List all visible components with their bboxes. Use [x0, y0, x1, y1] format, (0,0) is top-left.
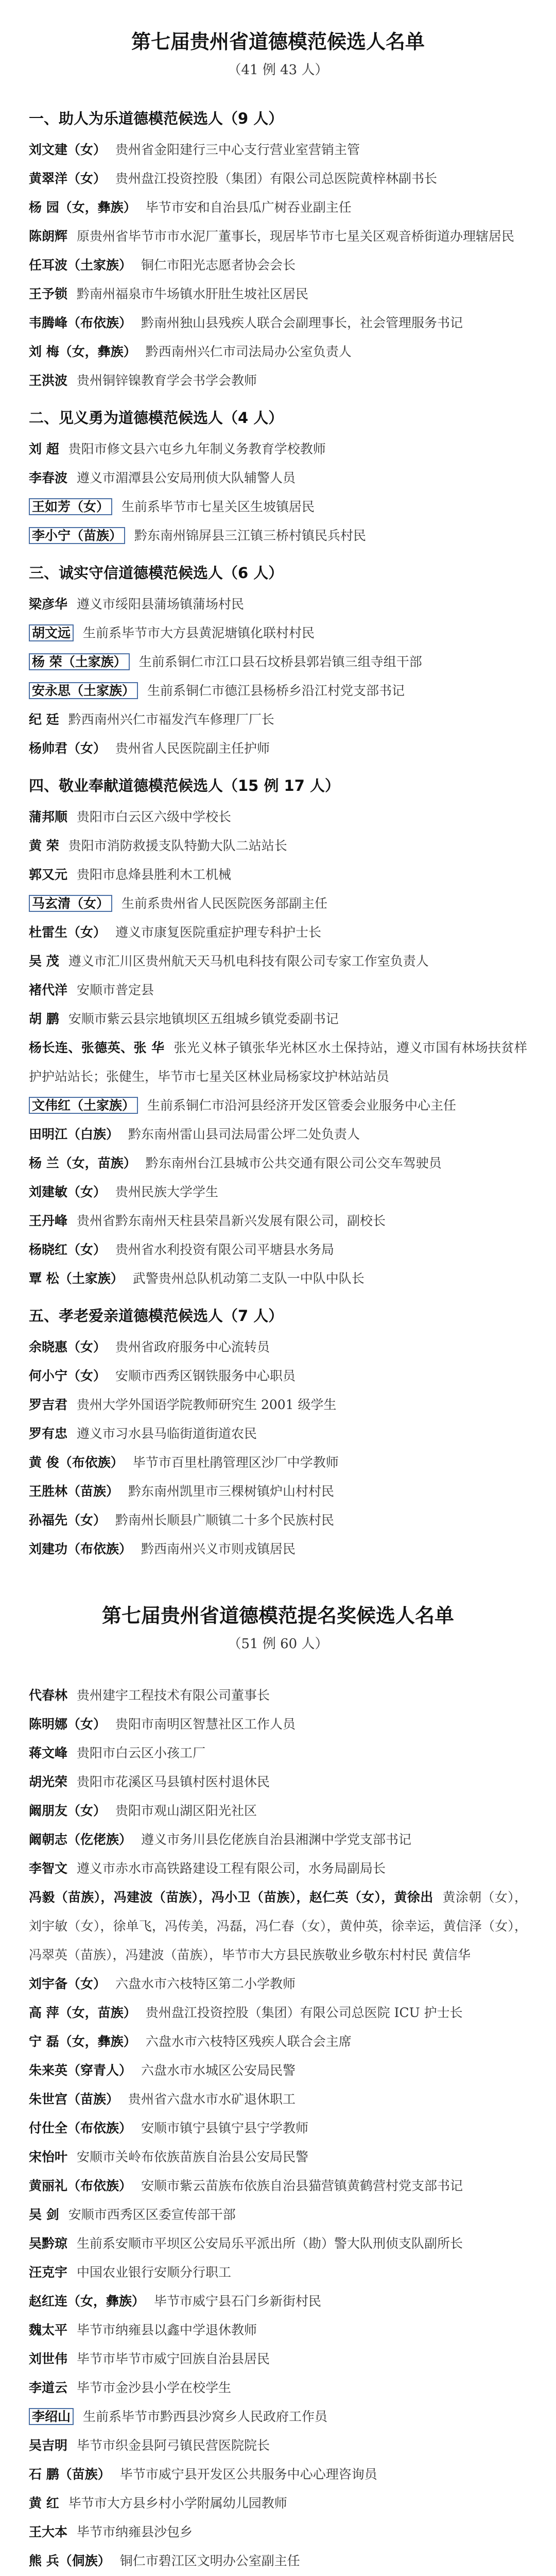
- candidate-entry: [29, 1710, 527, 1739]
- candidate-entry: [29, 521, 527, 550]
- candidate-entry: [29, 1681, 527, 1710]
- candidate-entry: [29, 705, 527, 734]
- candidate-name: 王如芳（女）: [29, 498, 112, 515]
- candidate-name: 李智文: [29, 1861, 68, 1876]
- candidate-entry: [29, 2114, 527, 2143]
- candidate-description: 六盘水市六枝特区第二小学教师: [115, 1976, 296, 1991]
- candidate-name: 阚朝志（仡佬族）: [29, 1832, 132, 1847]
- candidate-entry: [29, 2547, 527, 2575]
- candidate-entry: [29, 164, 527, 193]
- candidate-name: 刘世伟: [29, 2351, 68, 2366]
- candidate-name: 黄 红: [29, 2496, 59, 2511]
- candidate-name: 李绍山: [29, 2408, 74, 2425]
- candidate-name: 朱来英（穿青人）: [29, 2063, 132, 2078]
- candidate-description: 六盘水市水城区公安局民警: [141, 2063, 296, 2078]
- candidate-name: 蒲邦顺: [29, 809, 68, 824]
- candidate-entry: [29, 1768, 527, 1797]
- candidate-description: 贵州省黔东南州天柱县荣昌新兴发展有限公司，副校长: [77, 1213, 386, 1228]
- candidate-entry: [29, 1033, 527, 1091]
- candidate-entry: [29, 734, 527, 763]
- candidate-description: 贵州铜锌镍教育学会书学会教师: [77, 373, 257, 388]
- candidate-description: 贵阳市白云区小孩工厂: [77, 1745, 206, 1760]
- candidate-name: 石 鹏（苗族）: [29, 2467, 111, 2482]
- category-heading: 二、见义勇为道德模范候选人（4 人）: [29, 409, 284, 427]
- candidate-description: 黔东南州锦屏县三江镇三桥村镇民兵村民: [134, 528, 367, 543]
- candidate-description: 毕节市纳雍县以鑫中学退休教师: [77, 2323, 257, 2337]
- candidate-name: 黄 荣: [29, 838, 59, 853]
- document-count-1: （41 例 43 人）: [228, 62, 328, 78]
- candidate-entry: [29, 1477, 527, 1506]
- candidate-description: 生前系贵州省人民医院医务部副主任: [121, 896, 328, 911]
- candidate-description: 黔东南州雷山县司法局雷公坪二处负责人: [128, 1127, 360, 1142]
- candidate-entry: [29, 1362, 527, 1391]
- document-title-1: 第七届贵州省道德模范候选人名单: [131, 30, 425, 53]
- candidate-entry: [29, 676, 527, 705]
- candidate-description: 遵义市赤水市高铁路建设工程有限公司，水务局副局长: [77, 1861, 386, 1876]
- candidate-entry: [29, 1091, 527, 1120]
- candidate-entry: [29, 2027, 527, 2056]
- candidate-description: 贵阳市息烽县胜利木工机械: [77, 867, 232, 882]
- candidate-entry: [29, 2374, 527, 2402]
- candidate-description: 遵义市习水县马临街道街道农民: [77, 1426, 257, 1441]
- candidate-name: 安永思（土家族）: [29, 682, 138, 699]
- candidate-description: 贵州省水利投资有限公司平塘县水务局: [115, 1242, 335, 1257]
- candidate-entry: [29, 947, 527, 976]
- candidate-name: 刘建功（布依族）: [29, 1541, 132, 1556]
- candidate-name: 刘文建（女）: [29, 142, 107, 157]
- candidate-name: 蒋文峰: [29, 1745, 68, 1760]
- candidate-description: 安顺市关岭布依族苗族自治县公安局民警: [77, 2149, 309, 2164]
- candidate-entry: [29, 590, 527, 619]
- candidate-name: 任耳波（土家族）: [29, 258, 132, 273]
- candidate-entry: [29, 337, 527, 366]
- second-list: [29, 1600, 527, 2576]
- candidate-description: 贵阳市白云区六级中学校长: [77, 809, 232, 824]
- candidate-description: 毕节市大方县乡村小学附属幼儿园教师: [68, 2496, 287, 2511]
- candidate-entry: [29, 918, 527, 947]
- candidate-entry: [29, 251, 527, 280]
- candidate-entry: [29, 976, 527, 1005]
- document-title-2: 第七届贵州省道德模范提名奖候选人名单: [101, 1604, 454, 1627]
- candidate-entry: [29, 366, 527, 395]
- candidate-entry: [29, 1883, 527, 1970]
- candidate-description: 毕节市毕节市威宁回族自治县居民: [77, 2351, 270, 2366]
- category-section: [29, 562, 527, 763]
- candidate-entry: [29, 1535, 527, 1564]
- candidate-entry: [29, 2316, 527, 2345]
- candidate-description: 生前系毕节市大方县黄泥塘镇化联村村民: [83, 625, 315, 640]
- candidate-name: 王洪波: [29, 373, 68, 388]
- candidate-entry: [29, 222, 527, 251]
- candidate-description: 生前系安顺市平坝区公安局乐平派出所（勘）警大队刑侦支队副所长: [77, 2236, 463, 2251]
- candidate-name: 吴黔琼: [29, 2236, 68, 2251]
- candidate-description: 贵州大学外国语学院教师研究生 2001 级学生: [77, 1397, 337, 1412]
- candidate-entry: [29, 280, 527, 309]
- candidate-entry: [29, 1207, 527, 1235]
- candidate-name: 付仕全（布依族）: [29, 2121, 132, 2136]
- candidate-description: 毕节市威宁县开发区公共服务中心心理咨询员: [119, 2467, 377, 2482]
- candidate-entry: [29, 832, 527, 860]
- candidate-description: 黔西南州兴义市则戎镇居民: [141, 1541, 296, 1556]
- candidate-name: 罗有忠: [29, 1426, 68, 1441]
- candidate-description: 黔南州独山县残疾人联合会副理事长，社会管理服务书记: [141, 315, 463, 330]
- candidate-entry: [29, 2229, 527, 2258]
- candidate-name: 王胜林（苗族）: [29, 1484, 119, 1499]
- candidate-entry: [29, 1854, 527, 1883]
- candidate-entry: [29, 464, 527, 493]
- candidate-entry: [29, 2143, 527, 2172]
- candidate-entry: [29, 193, 527, 222]
- candidate-name: 孙福先（女）: [29, 1513, 107, 1528]
- candidate-entry: [29, 1333, 527, 1362]
- candidate-description: 贵阳市南明区智慧社区工作人员: [115, 1717, 296, 1732]
- category-heading: 一、助人为乐道德模范候选人（9 人）: [29, 110, 284, 127]
- candidate-entry: [29, 2489, 527, 2518]
- candidate-entry: [29, 1005, 527, 1033]
- candidate-entry: [29, 1235, 527, 1264]
- candidate-name: 杨帅君（女）: [29, 741, 107, 756]
- candidate-entry: [29, 309, 527, 337]
- candidate-name: 吴 茂: [29, 954, 59, 969]
- candidate-name: 杨 兰（女，苗族）: [29, 1156, 136, 1171]
- candidate-description: 贵阳市消防救援支队特勤大队二站站长: [68, 838, 287, 853]
- candidate-name: 黄丽礼（布依族）: [29, 2178, 132, 2193]
- candidate-description: 毕节市百里杜鹃管理区沙厂中学教师: [132, 1455, 339, 1470]
- candidate-entry: [29, 2085, 527, 2114]
- candidate-name: 冯毅（苗族），冯建波（苗族），冯小卫（苗族），赵仁英（女），黄徐出: [29, 1890, 433, 1905]
- candidate-entry: [29, 1391, 527, 1419]
- candidate-description: 贵州民族大学学生: [115, 1184, 219, 1199]
- candidate-description: 安顺市紫云苗族布依族自治县猫营镇黄鹤营村党支部书记: [141, 2178, 463, 2193]
- candidate-description: 黔东南州台江县城市公共交通有限公司公交车驾驶员: [145, 1156, 442, 1171]
- candidate-name: 马玄清（女）: [29, 895, 112, 912]
- candidate-name: 代春林: [29, 1688, 68, 1703]
- candidate-description: 遵义市务川县仡佬族自治县湘渊中学党支部书记: [141, 1832, 412, 1847]
- candidate-name: 韦腾峰（布依族）: [29, 315, 132, 330]
- candidate-name: 陈明娜（女）: [29, 1717, 107, 1732]
- candidate-description: 武警贵州总队机动第二支队一中队中队长: [132, 1271, 364, 1286]
- candidate-description: 铜仁市碧江区文明办公室副主任: [119, 2553, 300, 2568]
- candidate-entry: [29, 889, 527, 918]
- candidate-name: 刘 超: [29, 442, 59, 456]
- candidate-description: 遵义市湄潭县公安局刑侦大队辅警人员: [77, 470, 296, 485]
- category-heading: 三、诚实守信道德模范候选人（6 人）: [29, 564, 284, 582]
- candidate-description: 中国农业银行安顺分行职工: [77, 2265, 232, 2280]
- candidate-entry: [29, 493, 527, 521]
- candidate-name: 刘 梅（女，彝族）: [29, 344, 136, 359]
- candidate-description: 黔南州长顺县广顺镇二十多个民族村民: [115, 1513, 335, 1528]
- candidate-description: 贵州盘江投资控股（集团）有限公司总医院黄梓林副书长: [115, 171, 438, 186]
- candidate-name: 陈朗辉: [29, 229, 68, 244]
- category-section: [29, 1304, 527, 1564]
- candidate-description: 安顺市镇宁县镇宁县宁学教师: [141, 2121, 309, 2136]
- candidate-entry: [29, 1419, 527, 1448]
- candidate-description: 安顺市普定县: [77, 982, 154, 997]
- candidate-entry: [29, 435, 527, 464]
- candidate-name: 吴吉明: [29, 2438, 68, 2453]
- candidate-name: 李小宁（苗族）: [29, 527, 125, 544]
- candidate-entry: [29, 2518, 527, 2547]
- candidate-description: 遵义市康复医院重症护理专科护士长: [115, 925, 322, 940]
- candidate-name: 宁 磊（女，彝族）: [29, 2034, 136, 2049]
- candidate-name: 黄 俊（布依族）: [29, 1455, 124, 1470]
- candidate-entry: [29, 2172, 527, 2200]
- candidate-description: 贵州省金阳建行三中心支行营业室营销主管: [115, 142, 360, 157]
- candidate-description: 遵义市汇川区贵州航天天马机电科技有限公司专家工作室负责人: [68, 954, 429, 969]
- candidate-name: 宋怡叶: [29, 2149, 68, 2164]
- candidate-name: 赵红连（女，彝族）: [29, 2294, 145, 2309]
- candidate-description: 贵阳市观山湖区阳光社区: [115, 1803, 257, 1818]
- candidate-description: 贵州省六盘水市水矿退休职工: [128, 2092, 296, 2107]
- candidate-name: 杜雷生（女）: [29, 925, 107, 940]
- candidate-description: 贵州盘江投资控股（集团）有限公司总医院 ICU 护士长: [145, 2005, 463, 2020]
- candidate-name: 刘宇备（女）: [29, 1976, 107, 1991]
- candidate-name: 熊 兵（侗族）: [29, 2553, 111, 2568]
- candidate-entry: [29, 2056, 527, 2085]
- candidate-name: 杨 荣（土家族）: [29, 653, 130, 670]
- document-count-2: （51 例 60 人）: [228, 1636, 328, 1652]
- candidate-description: 原贵州省毕节市市水泥厂董事长，现居毕节市七星关区观音桥街道办理辖居民: [77, 229, 515, 244]
- candidate-description: 黔东南州凯里市三棵树镇炉山村村民: [128, 1484, 335, 1499]
- candidate-description: 毕节市金沙县小学在校学生: [77, 2380, 232, 2395]
- candidate-entry: [29, 648, 527, 676]
- candidate-name: 刘建敏（女）: [29, 1184, 107, 1199]
- candidate-name: 余晓惠（女）: [29, 1340, 107, 1354]
- candidate-description: 贵阳市花溪区马县镇村医村退休民: [77, 1774, 270, 1789]
- candidate-name: 纪 廷: [29, 712, 59, 727]
- candidate-description: 黔西南州兴仁市司法局办公室负责人: [145, 344, 352, 359]
- candidate-description: 毕节市安和自治县瓜广树吞业副主任: [145, 200, 352, 215]
- candidate-description: 生前系铜仁市德江县杨桥乡沿江村党支部书记: [147, 683, 405, 698]
- candidate-entry: [29, 1448, 527, 1477]
- nominee-list: [29, 1681, 527, 2576]
- candidate-entry: [29, 2431, 527, 2460]
- candidate-entry: [29, 2402, 527, 2431]
- candidate-entry: [29, 1825, 527, 1854]
- candidate-entry: [29, 1506, 527, 1535]
- candidate-entry: [29, 2258, 527, 2287]
- candidate-description: 生前系毕节市七星关区生坡镇居民: [121, 499, 315, 514]
- candidate-description: 安顺市西秀区区委宣传部干部: [68, 2207, 236, 2222]
- candidate-description: 贵州省人民医院副主任护师: [115, 741, 270, 756]
- candidate-name: 胡文远: [29, 624, 74, 641]
- candidate-description: 生前系铜仁市江口县石坟桥县郭岩镇三组寺组干部: [138, 654, 422, 669]
- candidate-description: 黔南州福泉市牛场镇水肝肚生坡社区居民: [77, 286, 309, 301]
- candidate-name: 何小宁（女）: [29, 1368, 107, 1383]
- candidate-name: 杨 园（女，彝族）: [29, 200, 136, 215]
- candidate-name: 李春波: [29, 470, 68, 485]
- category-heading: 四、敬业奉献道德模范候选人（15 例 17 人）: [29, 777, 340, 794]
- candidate-entry: [29, 860, 527, 889]
- candidate-description: 毕节市纳雍县沙包乡: [77, 2524, 193, 2539]
- candidate-entry: [29, 2287, 527, 2316]
- candidate-entry: [29, 1739, 527, 1768]
- candidate-description: 安顺市西秀区钢铁服务中心职员: [115, 1368, 296, 1383]
- candidate-description: 遵义市绥阳县蒲场镇蒲场村民: [77, 597, 245, 612]
- candidate-entry: [29, 2460, 527, 2489]
- candidate-name: 文伟红（土家族）: [29, 1097, 138, 1114]
- candidate-description: 安顺市紫云县宗地镇坝区五组城乡镇党委副书记: [68, 1011, 339, 1026]
- candidate-entry: [29, 1264, 527, 1293]
- candidate-description: 贵州省政府服务中心流转员: [115, 1340, 270, 1354]
- category-heading: 五、孝老爱亲道德模范候选人（7 人）: [29, 1307, 284, 1325]
- candidate-description: 贵州建宇工程技术有限公司董事长: [77, 1688, 270, 1703]
- candidate-name: 李道云: [29, 2380, 68, 2395]
- candidate-name: 田明江（白族）: [29, 1127, 119, 1142]
- candidate-description: 黄涂朝（女），刘宇敏（女），徐单飞，冯传美，冯磊，冯仁春（女），黄仲英，徐幸运，黄信泽（女），冯翠英（苗族），冯建波（苗族），毕节市大方县民族敬业乡敬东村村民 黄信华: [29, 1890, 527, 1962]
- candidate-description: 毕节市威宁县石门乡新街村民: [154, 2294, 322, 2309]
- category-section: [29, 107, 527, 395]
- candidate-description: 张光义林子镇张华光林区水土保持站，遵义市国有林场扶贫样护护站站长；张健生，毕节市七星关区林业局杨家坟护林站站员: [29, 1040, 527, 1084]
- candidate-name: 汪克宇: [29, 2265, 68, 2280]
- candidate-name: 覃 松（土家族）: [29, 1271, 124, 1286]
- candidate-entry: [29, 1998, 527, 2027]
- candidate-description: 黔西南州兴仁市福发汽车修理厂厂长: [68, 712, 274, 727]
- candidate-name: 阚朋友（女）: [29, 1803, 107, 1818]
- candidate-description: 生前系铜仁市沿河县经济开发区管委会业服务中心主任: [147, 1098, 457, 1113]
- candidate-name: 吴 剑: [29, 2207, 59, 2222]
- candidate-name: 王大本: [29, 2524, 68, 2539]
- candidate-name: 郭又元: [29, 867, 68, 882]
- category-section: [29, 406, 527, 550]
- candidate-entry: [29, 1178, 527, 1207]
- candidate-sections: [29, 107, 527, 1564]
- candidate-description: 毕节市织金县阿弓镇民营医院院长: [77, 2438, 270, 2453]
- candidate-entry: [29, 803, 527, 832]
- candidate-entry: [29, 619, 527, 648]
- candidate-name: 王丹峰: [29, 1213, 68, 1228]
- candidate-name: 梁彦华: [29, 597, 68, 612]
- candidate-name: 杨长连、张德英、张 华: [29, 1040, 165, 1055]
- candidate-name: 高 萍（女，苗族）: [29, 2005, 136, 2020]
- candidate-description: 生前系毕节市黔西县沙窝乡人民政府工作员: [83, 2409, 328, 2424]
- candidate-name: 朱世宫（苗族）: [29, 2092, 119, 2107]
- candidate-name: 王予锁: [29, 286, 68, 301]
- candidate-entry: [29, 135, 527, 164]
- candidate-entry: [29, 1120, 527, 1149]
- candidate-description: 六盘水市六枝特区残疾人联合会主席: [145, 2034, 352, 2049]
- candidate-description: 贵阳市修文县六屯乡九年制义务教育学校教师: [68, 442, 326, 456]
- candidate-name: 魏太平: [29, 2323, 68, 2337]
- candidate-name: 杨晓红（女）: [29, 1242, 107, 1257]
- candidate-name: 胡 鹏: [29, 1011, 59, 1026]
- candidate-entry: [29, 2200, 527, 2229]
- candidate-name: 罗吉君: [29, 1397, 68, 1412]
- candidate-entry: [29, 1970, 527, 1998]
- candidate-entry: [29, 2345, 527, 2374]
- candidate-name: 黄翠洋（女）: [29, 171, 107, 186]
- candidate-entry: [29, 1149, 527, 1178]
- candidate-entry: [29, 1797, 527, 1825]
- candidate-name: 胡光荣: [29, 1774, 68, 1789]
- candidate-name: 褚代洋: [29, 982, 68, 997]
- candidate-description: 铜仁市阳光志愿者协会会长: [141, 258, 296, 273]
- category-section: [29, 774, 527, 1293]
